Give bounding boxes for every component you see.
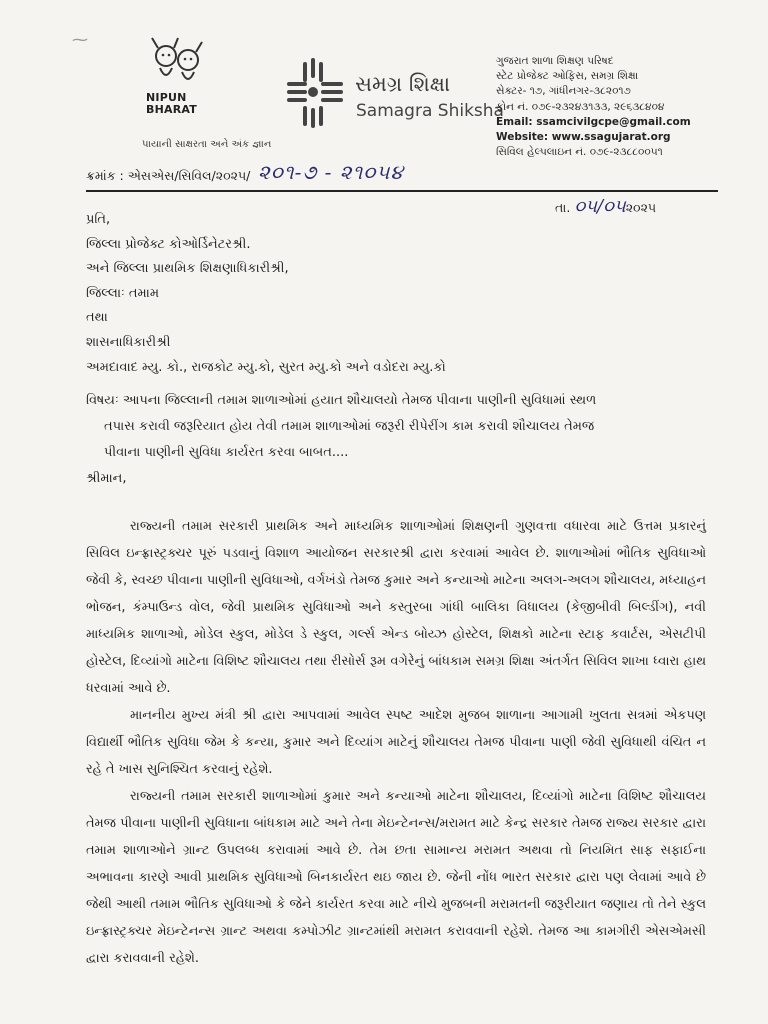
reference-label: ક્રમાંક : એસએસ/સિવિલ/૨૦૨૫/ [86, 168, 251, 183]
address-line: જિલ્લા પ્રોજેક્ટ કોઓર્ડિનેટરશ્રી. [86, 237, 251, 252]
subject-line: તપાસ કરાવી જરૂરિયાત હોય તેવી તમામ શાળાઓમાં જરૂરી રીપેરીંગ કામ કરાવી શૌચાલય તેમજ [104, 419, 595, 434]
office-address-block [496, 54, 691, 160]
body-paragraph: રાજ્યની તમામ સરકારી શાળાઓમાં કુમાર અને કન્યાઓ માટેના શૌચાલય, દિવ્યાંગો માટેના વિશિષ્ટ શૌચાલય તેમજ પીવાના પાણીની સુવિધાના બાંધકામ માટે અને તેના મેઇન્ટેનન્સ/મરામત માટે કેન્દ્ર સરકાર તેમજ રાજ્ય સરકાર દ્વારા તમામ શાળાઓને ગ્રાન્ટ ઉપલબ્ધ કરાવામાં આવે છે. તેમ છતા સામાન્ય મરામત અથવા તો નિયમિત સાફ સફાઈના અભાવના કારણે આવી પ્રાથમિક સુવિધાઓ બિનકાર્યરત થઇ જાય છે. જેની નોંધ ભારત સરકાર દ્વારા પણ લેવામાં આવે છે જેથી આથી તમામ ભૌતિક સુવિધાઓ કે જેને કાર્યરત કરવા માટે નીચે મુજબની મરામતની જરૂરીયાત જણાય તો તેને સ્કુલ ઇન્ફ્રાસ્ટ્રક્ચર મેઇન્ટેનન્સ ગ્રાન્ટ અથવા કમ્પોઝીટ ગ્રાન્ટમાંથી મરામત કરાવવાની રહેશે. તેમજ આ કામગીરી એસએમસી દ્વારા કરાવવાની રહેશે. [86, 789, 706, 966]
date-year: ૨૦૨૫ [625, 200, 657, 215]
reference-handwritten: ૨૦૧-૭ - ૨૧૦૫૪ [258, 160, 404, 184]
office-line: ફોન નં. ૦૭૯-૨૩૨૪૩૧૩૩, ૨૯૬૩૮૪૦૪ [496, 100, 665, 113]
nipun-bharat-logo-text: NIPUN BHARAT [146, 91, 197, 116]
office-email: Email: ssamcivilgcpe@gmail.com [496, 115, 691, 128]
office-website: Website: www.ssagujarat.org [496, 131, 671, 144]
logo-tagline: પાયાની સાક્ષરતા અને અંક જ્ઞાન [142, 139, 272, 150]
office-line: સેક્ટર- ૧૭, ગાંધીનગર-૩૮૨૦૧૭ [496, 85, 631, 98]
stamp-mark: ⁓ [72, 30, 88, 49]
letter-date [555, 196, 656, 217]
header-divider [86, 190, 718, 192]
address-line: તથા [86, 310, 108, 325]
subject-line: પીવાના પાણીની સુવિધા કાર્યરત કરવા બાબત.... [104, 445, 349, 460]
address-line: અને જિલ્લા પ્રાથમિક શિક્ષણાધિકારીશ્રી, [86, 261, 289, 276]
body-paragraph: માનનીય મુખ્ય મંત્રી શ્રી દ્વારા આપવામાં આવેલ સ્પષ્ટ આદેશ મુજબ શાળાના આગામી ખુલતા સત્રમાં એકપણ વિદ્યાર્થી ભૌતિક સુવિધા જેમ કે કન્યા, કુમાર અને દિવ્યાંગ માટેનું શૌચાલય તેમજ પીવાના પાણી જેવી સુવિધાથી વંચિત ન રહે તે ખાસ સુનિશ્ચિત કરવાનું રહેશે. [86, 708, 706, 777]
letter-body [86, 513, 706, 972]
office-line: સ્ટેટ પ્રોજેક્ટ ઓફિસ, સમગ્ર શિક્ષા [496, 70, 639, 83]
address-line: શાસનાધિકારીશ્રી [86, 335, 171, 350]
salutation: શ્રીમાન, [86, 471, 127, 486]
address-line: અમદાવાદ મ્યુ. કો., રાજકોટ મ્યુ.કો, સુરત મ્યુ.કો અને વડોદરા મ્યુ.કો [86, 360, 446, 375]
subject-line: વિષયઃ આપના જિલ્લાની તમામ શાળાઓમાં હયાત શૌચાલયો તેમજ પીવાના પાણીની સુવિધામાં સ્થળ [86, 393, 597, 408]
subject-block [86, 388, 706, 466]
samagra-title-gujarati: સમગ્ર શિક્ષા [355, 72, 451, 96]
reference-number [86, 168, 250, 184]
date-label: તા. [555, 200, 571, 215]
address-line: પ્રતિ, [86, 212, 111, 227]
date-handwritten: ૦૫/૦૫ [574, 196, 626, 217]
body-paragraph: રાજ્યની તમામ સરકારી પ્રાથમિક અને માધ્યમિક શાળાઓમાં શિક્ષણની ગુણવત્તા વધારવા માટે ઉત્તમ પ્રકારનું સિવિલ ઇન્ફ્રાસ્ટ્રક્ચર પૂરું પડવાનું વિશાળ આયોજન સરકારશ્રી દ્વારા કરવામાં આવેલ છે. શાળાઓમાં ભૌતિક સુવિધાઓ જેવી કે, સ્વચ્છ પીવાના પાણીની સુવિધાઓ, વર્ગખંડો તેમજ કુમાર અને કન્યાઓ માટેના અલગ-અલગ શૌચાલય, મધ્યાહન ભોજન, કંમ્પાઉન્ડ વોલ, જેવી પ્રાથમિક સુવિધાઓ અને કસ્તુરબા ગાંધી બાલિકા વિધાલય (કેજીબીવી બિલ્ડીંગ), નવી માધ્યમિક શાળાઓ, મોડેલ સ્કુલ, મોડેલ ડે સ્કુલ, ગર્લ્સ એન્ડ બોય્ઝ હોસ્ટેલ, શિક્ષકો માટેના સ્ટાફ કવાર્ટસ, એસટીપી હોસ્ટેલ, દિવ્યાંગો માટેના વિશિષ્ટ શૌચાલય તથા રીસોર્સ રૂમ વગેરેનું બાંધકામ સમગ્ર શિક્ષા અંતર્ગત સિવિલ શાખા ધ્વારા હાથ ધરવામાં આવે છે. [86, 519, 706, 696]
address-line: જિલ્લાઃ તમામ [86, 286, 160, 301]
office-helpline: સિવિલ હેલ્પલાઇન નં. ૦૭૯-૨૩૮૮૦૦૫૧ [496, 146, 663, 159]
samagra-shiksha-logo [283, 54, 347, 130]
office-line: ગુજરાત શાળા શિક્ષણ પરિષદ [496, 55, 614, 67]
samagra-title-english: Samagra Shiksha [356, 101, 504, 121]
